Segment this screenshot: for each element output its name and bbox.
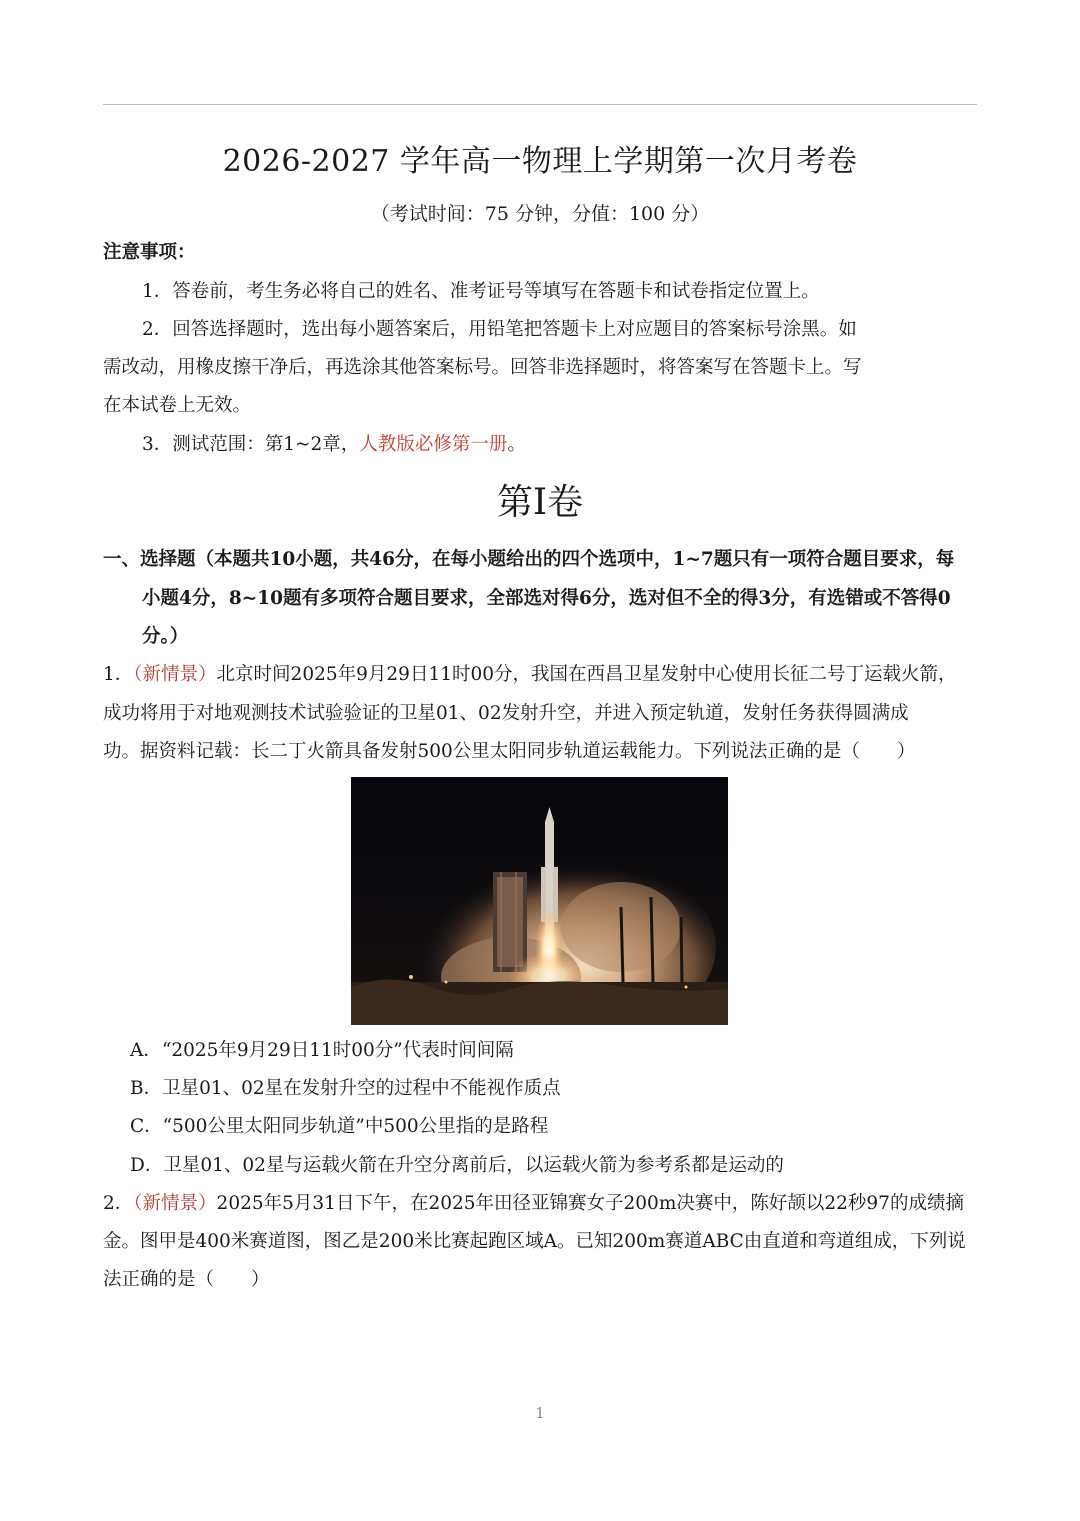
notes-item-2-cont: 在本试卷上无效。 — [103, 395, 252, 416]
question-2-cont: 法正确的是（ ） — [103, 1269, 270, 1290]
part1-instructions: 一、选择题（本题共10小题，共46分，在每小题给出的四个选项中，1~7题只有一项符合题目要求，每 — [103, 549, 955, 570]
notes-item-1: 1．答卷前，考生务必将自己的姓名、准考证号等填写在答题卡和试卷指定位置上。 — [142, 281, 820, 302]
option-a: A．“2025年9月29日11时00分”代表时间间隔 — [130, 1040, 514, 1061]
question-2 — [103, 1192, 964, 1216]
part1-instructions-cont: 分。） — [142, 626, 189, 647]
notes-item-3 — [142, 433, 526, 457]
question-1-cont: 成功将用于对地观测技术试验验证的卫星01、02发射升空，并进入预定轨道，发射任务获得圆满成 — [103, 703, 909, 724]
option-d: D．卫星01、02星与运载火箭在升空分离前后，以运载火箭为参考系都是运动的 — [130, 1155, 784, 1176]
rocket-launch-photo — [351, 777, 728, 1025]
question-text: 2025年5月31日下午，在2025年田径亚锦赛女子200m决赛中，陈好颉以22秒97的成绩摘 — [216, 1193, 964, 1214]
question-2-cont: 金。图甲是400米赛道图，图乙是200米比赛起跑区域A。已知200m赛道ABC由直道和弯道组成，下列说 — [103, 1231, 966, 1252]
notes-item-2-cont: 需改动，用橡皮擦干净后，再选涂其他答案标号。回答非选择题时，将答案写在答题卡上。写 — [103, 357, 862, 378]
notes-item-3-suffix: 。 — [507, 434, 526, 455]
question-number: 2． — [103, 1193, 134, 1214]
textbook-highlight: 人教版必修第一册 — [359, 434, 508, 455]
exam-subtitle: （考试时间：75 分钟，分值：100 分） — [370, 203, 710, 225]
question-tag: （新情景） — [133, 1193, 217, 1214]
page-number: 1 — [535, 1404, 545, 1422]
option-b: B．卫星01、02星在发射升空的过程中不能视作质点 — [130, 1078, 561, 1099]
question-1-cont: 功。据资料记载：长二丁火箭具备发射500公里太阳同步轨道运载能力。下列说法正确的是（ ） — [103, 741, 916, 762]
notes-item-3-prefix: 3．测试范围：第1~2章， — [142, 434, 360, 455]
question-tag: （新情景） — [133, 664, 217, 685]
notes-item-2: 2．回答选择题时，选出每小题答案后，用铅笔把答题卡上对应题目的答案标号涂黑。如 — [142, 319, 857, 340]
header-rule — [103, 104, 977, 105]
option-c: C．“500公里太阳同步轨道”中500公里指的是路程 — [130, 1116, 549, 1137]
part1-instructions-cont: 小题4分，8~10题有多项符合题目要求，全部选对得6分，选对但不全的得3分，有选错或不答得0 — [142, 588, 951, 609]
question-text: 北京时间2025年9月29日11时00分，我国在西昌卫星发射中心使用长征二号丁运载火箭， — [216, 664, 957, 685]
question-1 — [103, 663, 957, 687]
exam-title: 2026-2027 学年高一物理上学期第一次月考卷 — [222, 144, 858, 179]
question-number: 1． — [103, 664, 134, 685]
notes-heading: 注意事项： — [103, 242, 196, 263]
section-title: 第I卷 — [496, 482, 584, 523]
